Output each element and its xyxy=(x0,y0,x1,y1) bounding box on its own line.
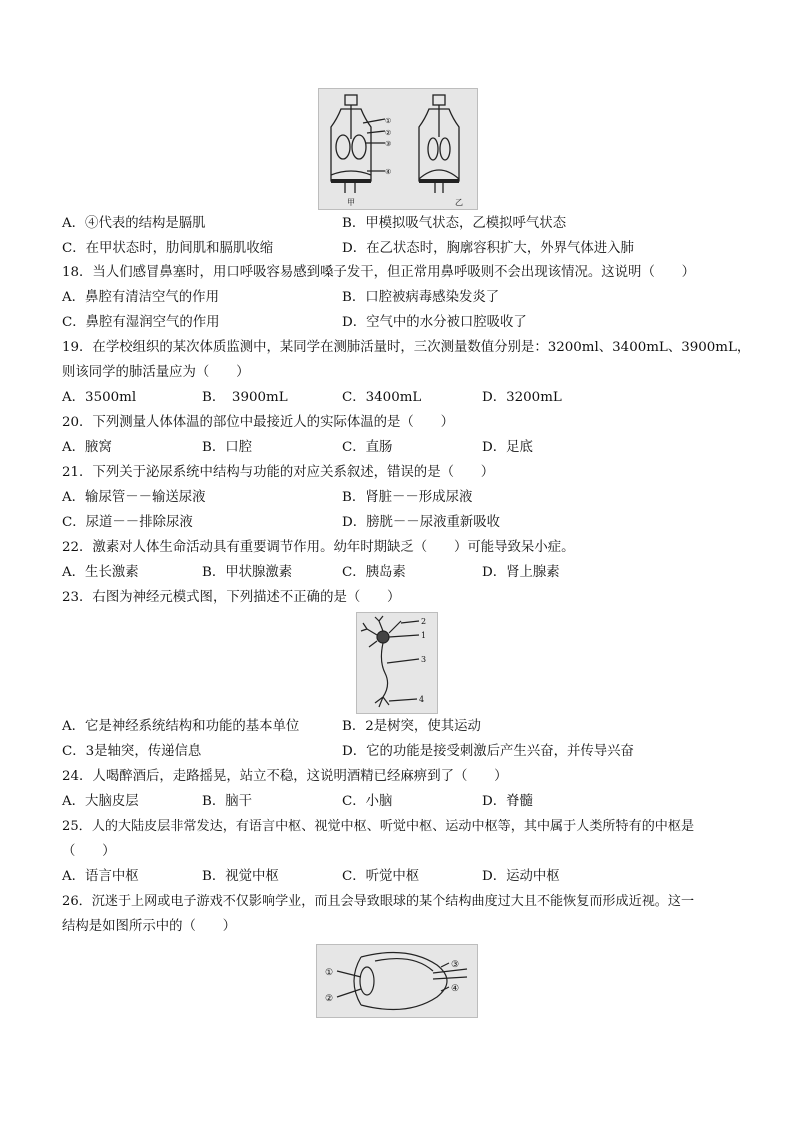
q19-stem-line2: 则该同学的肺活量应为（ ） xyxy=(62,365,250,380)
q18-option-c: C．鼻腔有湿润空气的作用 xyxy=(62,315,220,330)
q24-option-d: D．脊髓 xyxy=(482,794,533,809)
marker-1: ① xyxy=(385,117,392,125)
q20-option-d: D．足底 xyxy=(482,440,533,455)
neuron-label-2: 2 xyxy=(421,617,427,626)
q17-option-b: B．甲模拟吸气状态，乙模拟呼气状态 xyxy=(342,216,567,231)
q20-stem: 20．下列测量人体体温的部位中最接近人的实际体温的是（ ） xyxy=(62,415,454,430)
q23-option-c: C．3是轴突，传递信息 xyxy=(62,744,202,759)
q19-option-d: D．3200mL xyxy=(482,390,562,405)
q24-stem: 24．人喝醉酒后，走路摇晃，站立不稳，这说明酒精已经麻痹到了（ ） xyxy=(62,769,508,784)
q18-option-d: D．空气中的水分被口腔吸收了 xyxy=(342,315,527,330)
q26-stem-line1: 26．沉迷于上网或电子游戏不仅影响学业，而且会导致眼球的某个结构曲度过大且不能恢复而形成近视。这一 xyxy=(62,894,695,909)
q19-stem-line1: 19．在学校组织的某次体质监测中，某同学在测肺活量时，三次测量数值分别是：3200ml、3400mL、3900mL， xyxy=(62,340,751,355)
q25-option-a: A．语言中枢 xyxy=(62,869,139,884)
label-yi: 乙 xyxy=(455,198,463,207)
q19-option-a: A．3500ml xyxy=(62,390,137,405)
q17-option-d: D．在乙状态时，胸廓容积扩大，外界气体进入肺 xyxy=(342,241,634,256)
q24-option-c: C．小脑 xyxy=(342,794,393,809)
q23-stem: 23．右图为神经元模式图，下列描述不正确的是（ ） xyxy=(62,590,401,605)
q17-option-a: A．④代表的结构是膈肌 xyxy=(62,216,206,231)
eye-label-2: ② xyxy=(325,994,334,1004)
q19-option-c: C．3400mL xyxy=(342,390,422,405)
q22-option-d: D．肾上腺素 xyxy=(482,565,560,580)
q22-option-a: A．生长激素 xyxy=(62,565,139,580)
q22-option-c: C．胰岛素 xyxy=(342,565,406,580)
marker-3: ③ xyxy=(385,140,392,148)
q25-option-d: D．运动中枢 xyxy=(482,869,560,884)
q23-option-b: B．2是树突，使其运动 xyxy=(342,719,481,734)
q18-stem: 18．当人们感冒鼻塞时，用口呼吸容易感到嗓子发干，但正常用鼻呼吸则不会出现该情况。这说明（ ） xyxy=(62,265,696,280)
q20-option-b: B．口腔 xyxy=(202,440,253,455)
q17-option-c: C．在甲状态时，肋间肌和膈肌收缩 xyxy=(62,241,274,256)
q21-option-d: D．膀胱－－尿液重新吸收 xyxy=(342,515,501,530)
marker-4: ④ xyxy=(385,168,392,176)
q21-option-a: A．输尿管－－输送尿液 xyxy=(62,490,206,505)
q24-option-b: B．脑干 xyxy=(202,794,253,809)
q19-option-b: B． 3900mL xyxy=(202,390,288,405)
q21-option-c: C．尿道－－排除尿液 xyxy=(62,515,193,530)
q21-option-b: B．肾脏－－形成尿液 xyxy=(342,490,473,505)
q22-stem: 22．激素对人体生命活动具有重要调节作用。幼年时期缺乏（ ）可能导致呆小症。 xyxy=(62,540,575,555)
eye-label-1: ① xyxy=(325,968,334,978)
q21-stem: 21．下列关于泌尿系统中结构与功能的对应关系叙述，错误的是（ ） xyxy=(62,465,495,480)
q26-stem-line2: 结构是如图所示中的（ ） xyxy=(62,919,237,934)
q18-option-a: A．鼻腔有清洁空气的作用 xyxy=(62,290,219,305)
neuron-figure xyxy=(356,612,438,714)
q23-option-d: D．它的功能是接受刺激后产生兴奋，并传导兴奋 xyxy=(342,744,634,759)
q20-option-a: A．腋窝 xyxy=(62,440,112,455)
neuron-label-3: 3 xyxy=(421,655,427,664)
q20-option-c: C．直肠 xyxy=(342,440,393,455)
neuron-label-4: 4 xyxy=(419,695,425,704)
q25-stem-line1: 25．人的大陆皮层非常发达，有语言中枢、视觉中枢、听觉中枢、运动中枢等，其中属于人类所特有的中枢是 xyxy=(62,819,695,834)
marker-2: ② xyxy=(385,129,392,137)
q25-option-c: C．听觉中枢 xyxy=(342,869,420,884)
bell-jar-figure xyxy=(318,88,478,210)
q23-option-a: A．它是神经系统结构和功能的基本单位 xyxy=(62,719,300,734)
eye-label-4: ④ xyxy=(451,984,460,994)
eye-label-3: ③ xyxy=(451,960,460,970)
label-jia: 甲 xyxy=(347,198,355,207)
eyeball-figure xyxy=(316,944,478,1018)
q18-option-b: B．口腔被病毒感染发炎了 xyxy=(342,290,500,305)
neuron-label-1: 1 xyxy=(421,631,427,640)
q25-option-b: B．视觉中枢 xyxy=(202,869,279,884)
q22-option-b: B．甲状腺激素 xyxy=(202,565,293,580)
q25-stem-line2: （ ） xyxy=(62,844,116,859)
q24-option-a: A．大脑皮层 xyxy=(62,794,139,809)
